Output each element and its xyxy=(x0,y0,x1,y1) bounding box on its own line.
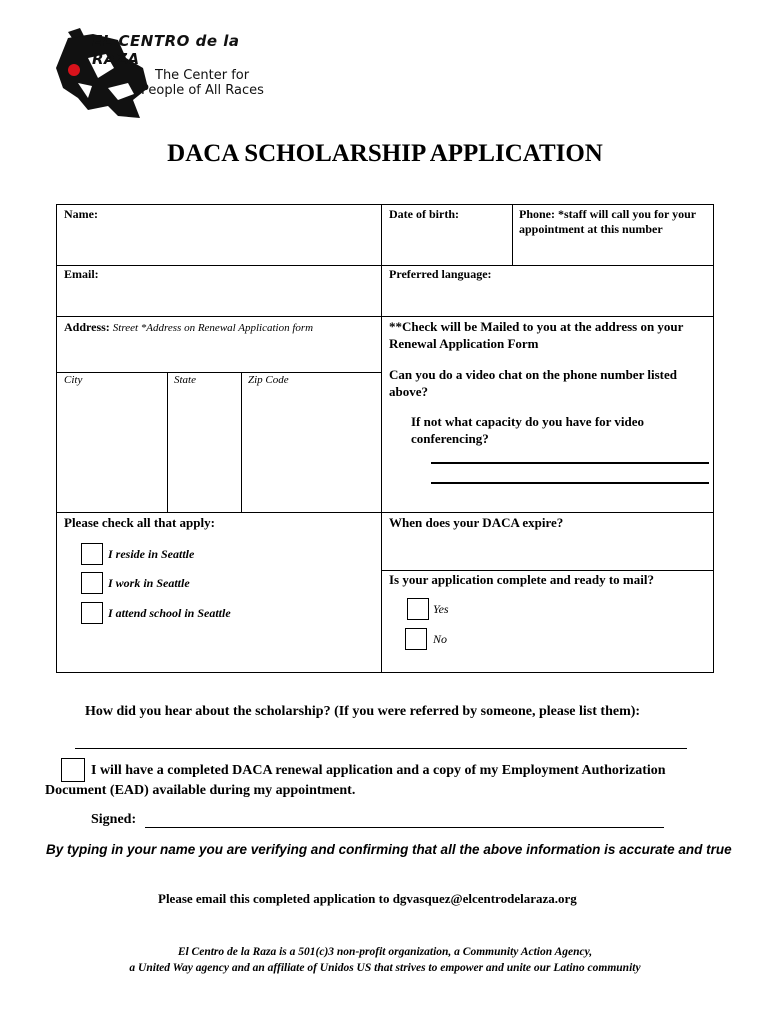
language-label: Preferred language: xyxy=(389,267,492,281)
checkbox-reside[interactable] xyxy=(81,543,103,565)
logo-tagline-2: People of All Races xyxy=(141,83,264,98)
address-hint: Street *Address on Renewal Application form xyxy=(112,322,314,334)
page-title: DACA SCHOLARSHIP APPLICATION xyxy=(167,140,603,167)
city-label: City xyxy=(64,374,83,386)
capacity-answer-line-1[interactable] xyxy=(431,462,709,464)
name-label: Name: xyxy=(64,207,98,221)
yes-label: Yes xyxy=(433,602,449,616)
phone-label-1: Phone: *staff will call you for your xyxy=(519,207,697,221)
footer-line-2: a United Way agency and an affiliate of Unidos US that strives to empower and unite our Latino community xyxy=(129,962,641,974)
no-label: No xyxy=(433,632,448,646)
footer-line-1: El Centro de la Raza is a 501(c)3 non-profit organization, a Community Action Agency, xyxy=(177,946,593,958)
logo xyxy=(48,28,278,123)
phone-label-2: appointment at this number xyxy=(519,222,663,236)
daca-expire-label: When does your DACA expire? xyxy=(389,515,564,530)
checkbox-no[interactable] xyxy=(405,628,427,650)
state-label: State xyxy=(174,374,196,386)
logo-brand-text: EL CENTRO de la RAZA xyxy=(92,32,240,68)
zip-label: Zip Code xyxy=(248,374,289,386)
address-label-row xyxy=(64,320,313,335)
capacity-2: conferencing? xyxy=(411,431,489,446)
checkbox-school[interactable] xyxy=(81,602,103,624)
verify-statement: By typing in your name you are verifying and confirming that all the above information is accurate and true xyxy=(46,842,732,857)
hear-about-question: How did you hear about the scholarship? (If you were referred by someone, please list them): xyxy=(85,704,641,719)
ead-line-2: Document (EAD) available during my appointment. xyxy=(45,783,356,798)
capacity-answer-line-2[interactable] xyxy=(431,482,709,484)
signed-label: Signed: xyxy=(91,812,137,827)
video-chat-1: Can you do a video chat on the phone number listed xyxy=(389,367,677,382)
video-chat-2: above? xyxy=(389,384,428,399)
option-work-label: I work in Seattle xyxy=(108,576,190,590)
signature-line[interactable] xyxy=(145,827,664,828)
address-label: Address: xyxy=(64,320,110,334)
dob-label: Date of birth: xyxy=(389,207,459,221)
option-school-label: I attend school in Seattle xyxy=(108,606,231,620)
complete-label: Is your application complete and ready to mail? xyxy=(389,572,654,587)
check-mailed-1: **Check will be Mailed to you at the address on your xyxy=(389,319,684,334)
logo-tagline-1: The Center for xyxy=(155,68,250,83)
hear-about-answer-line[interactable] xyxy=(75,748,687,749)
option-reside-label: I reside in Seattle xyxy=(108,547,195,561)
checkbox-yes[interactable] xyxy=(407,598,429,620)
capacity-1: If not what capacity do you have for video xyxy=(411,414,645,429)
checkbox-work[interactable] xyxy=(81,572,103,594)
ead-line-1: I will have a completed DACA renewal application and a copy of my Employment Authorization xyxy=(91,763,666,778)
check-all-label: Please check all that apply: xyxy=(64,515,215,530)
check-mailed-2: Renewal Application Form xyxy=(389,336,539,351)
email-label: Email: xyxy=(64,267,99,281)
checkbox-ead[interactable] xyxy=(61,758,85,782)
email-instruction: Please email this completed application to dgvasquez@elcentrodelaraza.org xyxy=(158,891,577,906)
